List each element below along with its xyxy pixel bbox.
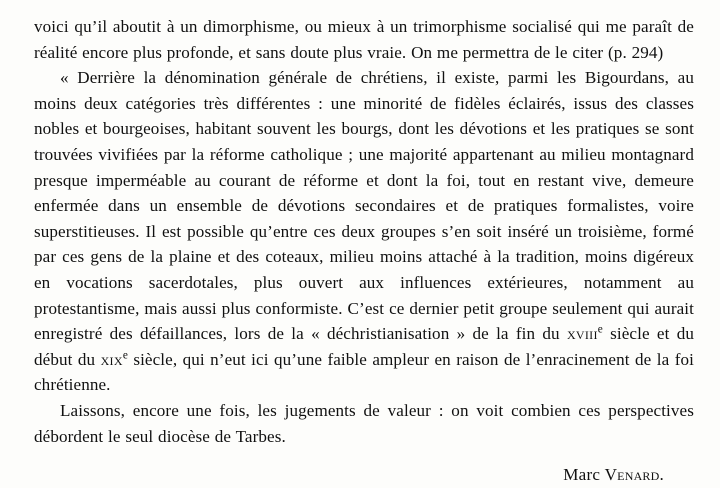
- century-first: xviii: [566, 324, 598, 344]
- century-first-ordinal: e: [597, 323, 603, 336]
- document-body: [34, 14, 694, 449]
- paragraph-quotation: [34, 65, 694, 398]
- author-first-name: Marc: [563, 465, 601, 485]
- signature-terminator: .: [659, 465, 664, 485]
- century-second: xix: [100, 349, 123, 369]
- paragraph-opening: voici qu’il aboutit à un dimorphisme, ou mieux à un trimorphisme socialisé qui me paraît de réalité encore plus profonde, et sans doute plus vraie. On me permettra de le citer (p. 294): [34, 17, 694, 62]
- quotation-main-text: « Derrière la dénomination générale de chrétiens, il existe, parmi les Bigourdans, au moins deux catégories très différentes : une minorité de fidèles éclairés, issus des classes nobles et bourgeoises, habitant souvent les bourgs, dont les dévotions et les pratiques se sont trouvées vivifiées par la réforme catholique ; une majorité appartenant au milieu montagnard presque imperméable au courant de réforme et dont la foi, tout en restant vive, demeure enfermée dans un ensemble de dévotions secondaires et de pratiques formalistes, voire superstitieuses. Il est possible qu’entre ces deux groupes s’en soit inséré un troisième, formé par ces gens de la plaine et des coteaux, milieu moins attaché à la tradition, moins digéreux en vocations sacerdotales, plus ouvert aux influences extérieures, notamment au protestantisme, mais aussi plus conformiste. C’est ce dernier petit groupe seulement qui aurait enregistré des défaillances, lors de la « déchristianisation » de la fin du: [34, 68, 694, 344]
- paragraph-closing: Laissons, encore une fois, les jugements de valeur : on voit combien ces perspectives débordent le seul diocèse de Tarbes.: [34, 400, 694, 446]
- quotation-mid-text: siècle et du début du: [34, 324, 694, 369]
- quotation-end-text: siècle, qui n’eut ici qu’une faible ampleur en raison de l’enracinement de la foi chrétienne.: [34, 349, 694, 395]
- author-last-name: Venard: [604, 465, 660, 485]
- century-second-ordinal: e: [122, 349, 128, 362]
- author-signature: [34, 465, 694, 485]
